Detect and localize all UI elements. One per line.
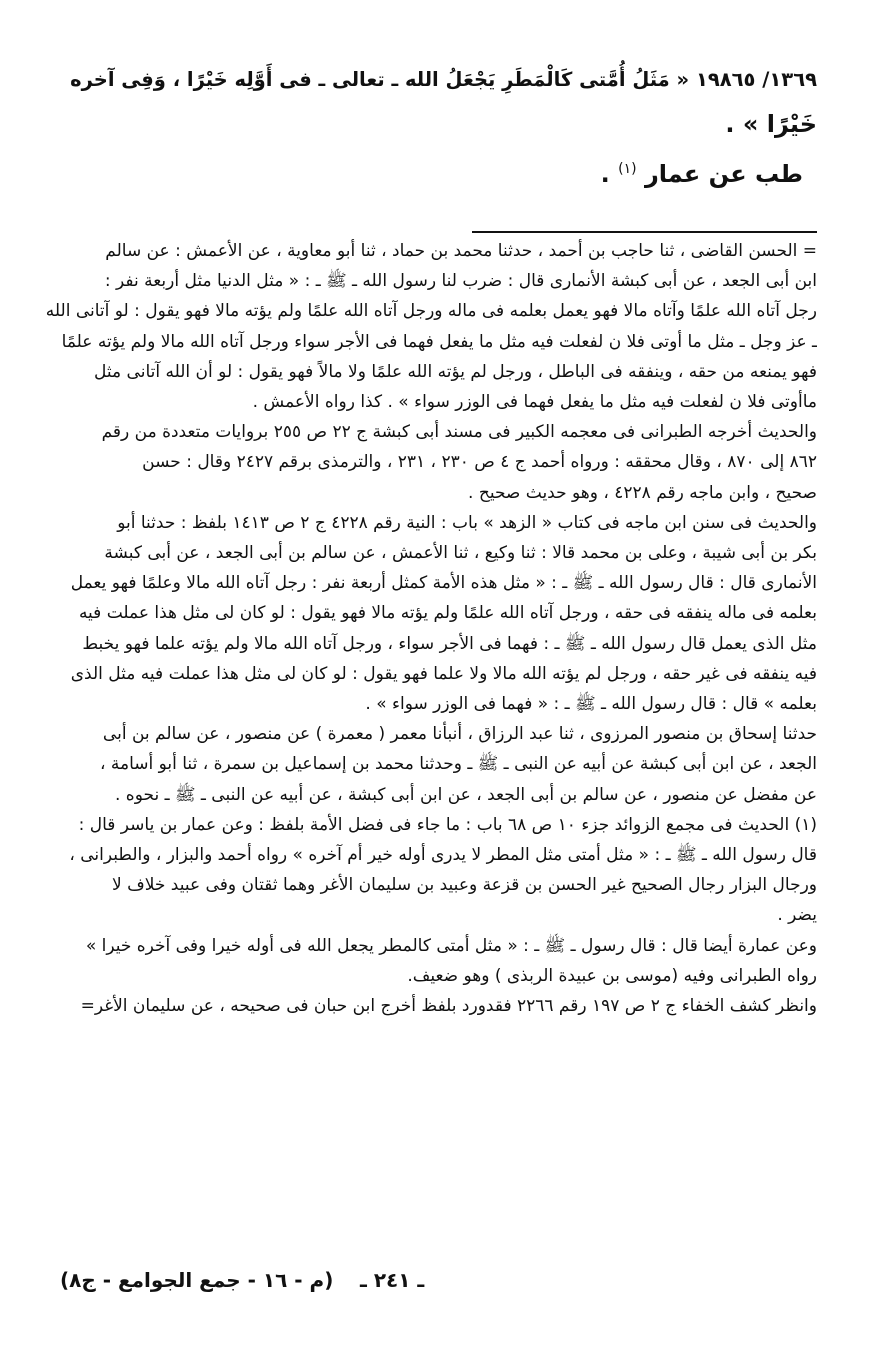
note-line: الأنمارى قال : قال رسول الله ـ ﷺ ـ : « مثل هذه الأمة كمثل أربعة نفر : رجل آتاه الله مالا وعلمًا فهو يعمل: [70, 573, 817, 594]
note-line: رواه الطبرانى وفيه (موسى بن عبيدة الربذى ) وهو ضعيف.: [407, 965, 817, 986]
hadith-number: ١٣٦٩/ ١٩٨٦٥: [695, 68, 817, 91]
footnote-ref: (١): [618, 161, 637, 177]
note-line: ٨٦٢ إلى ٨٧٠ ، وقال محققه : ورواه أحمد ج ٤ ص ٢٣٠ ، ٢٣١ ، والترمذى برقم ٢٤٢٧ وقال : حسن: [142, 452, 817, 473]
note-line: مثل الذى يعمل قال رسول الله ـ ﷺ ـ : فهما فى الأجر سواء ، ورجل آتاه الله مالا ولم يؤته علما فهو يخبط: [82, 633, 817, 654]
note-line: ماأوتى فلا ن لفعلت فيه مثل ما يفعل فهما فى الوزر سواء » . كذا رواه الأعمش .: [252, 392, 817, 413]
note-line: رجل آتاه الله علمًا وآتاه مالا فهو يعمل بعلمه فى ماله ورجل آتاه الله علمًا ولم يؤته مالا فهو يقول : لو آتانى الله: [45, 301, 817, 322]
note-line: يضر .: [777, 905, 817, 926]
page-number: ـ ٢٤١ ـ: [360, 1268, 425, 1292]
volume-label: (م - ١٦ - جمع الجوامع - ج٨): [60, 1268, 334, 1292]
note-line: فهو يمنعه من حقه ، وينفقه فى الباطل ، ورجل لم يؤته الله علمًا ولا مالاً فهو يقول : لو أن الله آتانى مثل: [94, 361, 817, 382]
note-line: بكر بن أبى شيبة ، وعلى بن محمد قالا : ثنا وكيع ، ثنا الأعمش ، عن سالم بن أبى الجعد ، عن أبى كبشة: [104, 543, 817, 564]
hadith-source: [601, 160, 803, 188]
note-line: وانظر كشف الخفاء ج ٢ ص ١٩٧ رقم ٢٢٦٦ فقدورد بلفظ أخرج ابن حبان فى صحيحه ، عن سليمان الأغر=: [80, 996, 817, 1017]
page-footer: [60, 1268, 480, 1308]
note-line: ورجال البزار رجال الصحيح غير الحسن بن قزعة وعبيد بن سليمان الأغر وهما ثقتان وفى عبيد خلاف لا: [112, 875, 817, 896]
hadith-line-1: [60, 58, 817, 102]
note-line: والحديث أخرجه الطبرانى فى معجمه الكبير فى مسند أبى كبشة ج ٢٢ ص ٢٥٥ بروايات متعددة من رقم: [101, 422, 817, 443]
note-line: عن مفضل عن منصور ، عن سالم بن أبى الجعد ، عن ابن أبى كبشة ، عن أبيه عن النبى ـ ﷺ ـ نحوه .: [114, 784, 817, 805]
note-line: ابن أبى الجعد ، عن أبى كبشة الأنمارى قال : ضرب لنا رسول الله ـ ﷺ ـ : « مثل الدنيا مثل أربعة نفر :: [104, 271, 817, 292]
footnote-divider: [472, 231, 817, 233]
note-line: صحيح ، وابن ماجه رقم ٤٢٢٨ ، وهو حديث صحيح .: [468, 482, 817, 503]
hadith-text: [60, 58, 817, 146]
note-line: بعلمه » قال : قال رسول الله ـ ﷺ ـ : « فهما فى الوزر سواء » .: [365, 694, 817, 715]
note-line: وعن عمارة أيضا قال : قال رسول ـ ﷺ ـ : « مثل أمتى كالمطر يجعل الله فى أوله خيرا وفى آخره خيرا »: [85, 935, 817, 956]
hadith-line-2: خَيْرًا » .: [725, 110, 817, 138]
note-line: فيه ينفقه فى غير حقه ، ورجل لم يؤته الله مالا ولا علما فهو يقول : لو كان لى مثل هذا عملت فيه مثل الذى: [70, 663, 817, 684]
footnotes: [40, 236, 817, 1021]
note-line: ـ عز وجل ـ مثل ما أوتى فلا ن لفعلت فيه مثل ما يفعل فهما فى الأجر سواء ورجل آتاه الله مالا ولم يؤته علمًا: [61, 331, 817, 352]
note-line: قال رسول الله ـ ﷺ ـ : « مثل أمتى مثل المطر لا يدرى أوله خير أم آخره » رواه أحمد والبزار ، والطبرانى ،: [69, 845, 817, 866]
footnote-1: (١) الحديث فى مجمع الزوائد جزء ١٠ ص ٦٨ باب : ما جاء فى فضل الأمة بلفظ : وعن عمار بن ياسر قال :: [78, 814, 817, 835]
source-end: .: [600, 160, 619, 188]
source-text: طب عن عمار: [644, 160, 803, 188]
note-line: بعلمه فى ماله ينفقه فى حقه ، ورجل آتاه الله علمًا ولم يؤته مالا فهو يقول : لو كان لى مثل هذا عملت فيه: [78, 603, 817, 624]
note-line: = الحسن القاضى ، ثنا حاجب بن أحمد ، حدثنا محمد بن حماد ، ثنا أبو معاوية ، عن الأعمش : عن سالم: [105, 241, 817, 261]
note-line: الجعد ، عن ابن أبى كبشة عن أبيه عن النبى ـ ﷺ ـ وحدثنا محمد بن إسماعيل بن سمرة ، ثنا أبو أسامة ،: [99, 754, 817, 775]
hadith-text-line-1: « مَثَلُ أُمَّتى كَالْمَطَرِ يَجْعَلُ الله ـ تعالى ـ فى أَوَّلِه خَيْرًا ، وَفِى آخره: [70, 68, 690, 91]
note-line: حدثنا إسحاق بن منصور المرزوى ، ثنا عبد الرزاق ، أنبأنا معمر ( معمرة ) عن منصور ، عن سالم بن أبى: [102, 724, 817, 745]
note-line: والحديث فى سنن ابن ماجه فى كتاب « الزهد » باب : النية رقم ٤٢٢٨ ج ٢ ص ١٤١٣ بلفظ : حدثنا أبو: [117, 512, 817, 533]
